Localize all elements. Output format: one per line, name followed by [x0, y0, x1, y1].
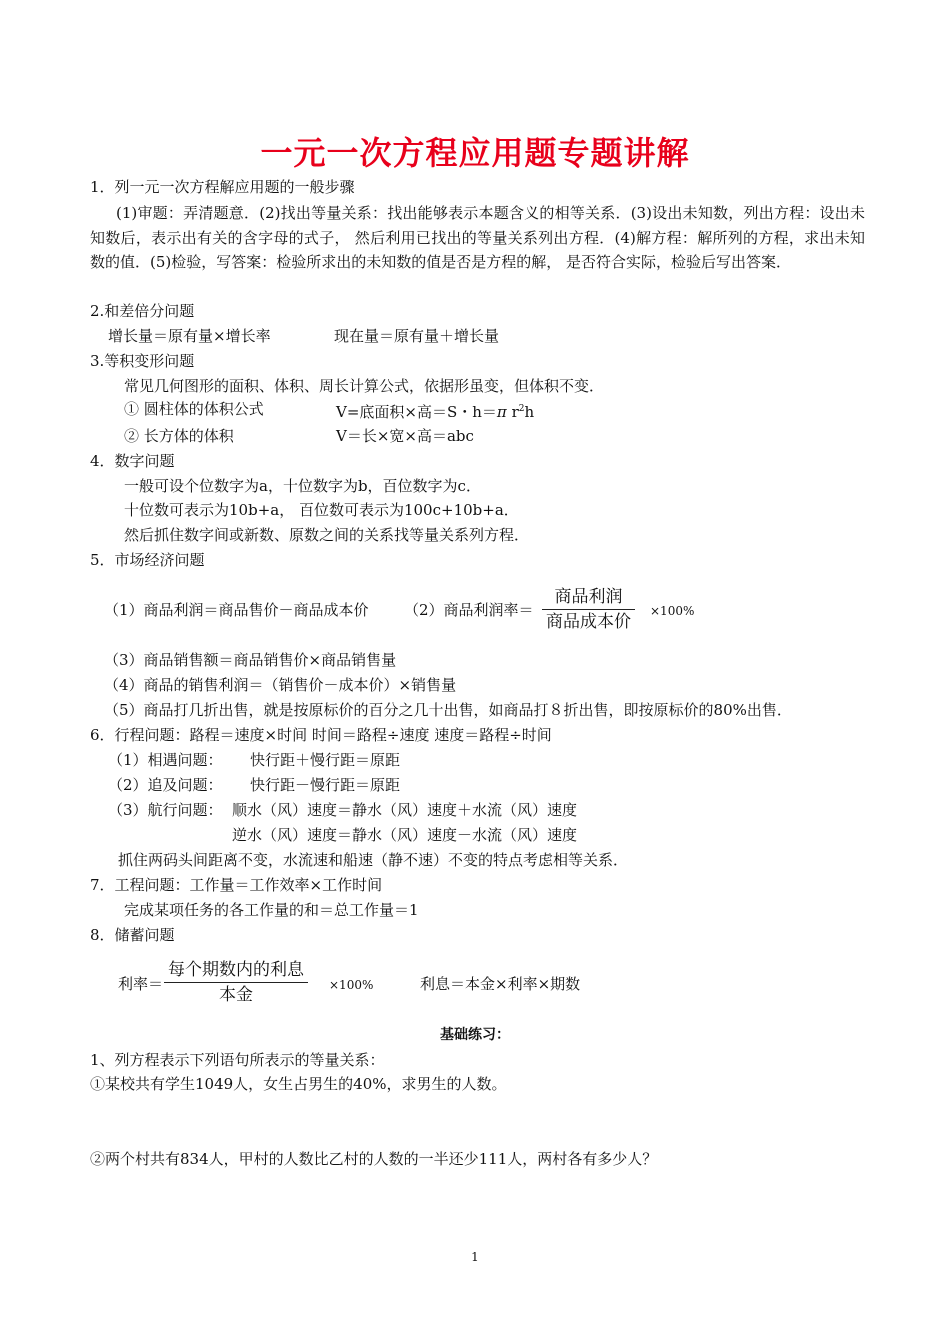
interest-rate-percent: ×100%: [329, 978, 374, 992]
discount-rule: （5）商品打几折出售，就是按原标价的百分之几十出售，如商品打８折出售，即按原标价的80%出售．: [104, 701, 792, 719]
radius-symbol: r: [511, 403, 519, 421]
question-2: ②两个村共有834人，甲村的人数比乙村的人数的一半还少111人，两村各有多少人？: [90, 1150, 658, 1168]
sales-profit-formula: （4）商品的销售利润＝（销售价－成本价）×销售量: [104, 676, 457, 694]
section-6-heading: 6．行程问题：路程＝速度×时间 时间＝路程÷速度 速度＝路程÷时间: [90, 726, 552, 744]
section-8-heading: 8．储蓄问题: [90, 926, 175, 944]
section-1-body: (1)审题：弄清题意．(2)找出等量关系：找出能够表示本题含义的相等关系．(3)设出未知数，列出方程：设出未知数后，表示出有关的含字母的式子， 然后利用已找出的等量关系列出方程．(4)解方程：解所列的方程，求出未知数的值．(5)检验，写答案：检验所求出的未知数的值是否是方程的解， 是否符合实际，检验后写出答案．: [90, 204, 865, 271]
downstream-formula: 顺水（风）速度＝静水（风）速度＋水流（风）速度: [232, 801, 578, 819]
profit-rate-fraction: [542, 585, 635, 634]
page-number: 1: [471, 1250, 479, 1264]
interest-formula: 利息＝本金×利率×期数: [420, 975, 581, 993]
cuboid-formula: V＝长×宽×高＝abc: [336, 427, 474, 445]
cylinder-formula-text: V=底面积×高＝S・h＝: [336, 403, 497, 421]
section-7-heading: 7．工程问题：工作量＝工作效率×工作时间: [90, 876, 383, 894]
pi-symbol: π: [496, 403, 507, 421]
growth-formula-1: 增长量＝原有量×增长率: [108, 327, 271, 345]
interest-rate-fraction: [164, 958, 308, 1007]
question-1: ①某校共有学生1049人，女生占男生的40%，求男生的人数。: [90, 1075, 507, 1093]
page-title: 一元一次方程应用题专题讲解: [260, 134, 690, 172]
practice-intro: 1、列方程表示下列语句所表示的等量关系：: [90, 1051, 385, 1069]
travel-note: 抓住两码头间距离不变，水流速和船速（静不速）不变的特点考虑相等关系．: [118, 851, 629, 869]
chase-formula: 快行距－慢行距＝原距: [250, 776, 401, 794]
section-3-heading: 3.等积变形问题: [90, 352, 195, 370]
square-exponent: 2: [518, 404, 525, 414]
growth-formula-2: 现在量＝原有量＋增长量: [334, 327, 500, 345]
meeting-label: （1）相遇问题：: [108, 751, 223, 769]
chase-label: （2）追及问题：: [108, 776, 223, 794]
section-4-heading: 4．数字问题: [90, 452, 175, 470]
section-5-heading: 5．市场经济问题: [90, 551, 205, 569]
profit-rate-numerator: 商品利润: [554, 587, 623, 607]
profit-rate-denominator: 商品成本价: [546, 612, 631, 632]
section-2-heading: 2.和差倍分问题: [90, 302, 195, 320]
interest-rate-denominator: 本金: [219, 985, 253, 1005]
digit-line-3: 然后抓住数字间或新数、原数之间的关系找等量关系列方程．: [124, 526, 530, 544]
interest-rate-numerator: 每个期数内的利息: [168, 960, 304, 980]
meeting-formula: 快行距＋慢行距＝原距: [250, 751, 401, 769]
section-1-heading: 1．列一元一次方程解应用题的一般步骤: [90, 178, 355, 196]
profit-rate-percent: ×100%: [650, 604, 695, 618]
work-total-formula: 完成某项任务的各工作量的和＝总工作量＝1: [124, 901, 419, 919]
upstream-formula: 逆水（风）速度＝静水（风）速度－水流（风）速度: [232, 826, 578, 844]
profit-formula: （1）商品利润＝商品售价－商品成本价: [104, 601, 369, 619]
sailing-label: （3）航行问题：: [108, 801, 223, 819]
section-3-intro: 常见几何图形的面积、体积、周长计算公式，依据形虽变，但体积不变．: [124, 377, 605, 395]
height-symbol: h: [524, 403, 535, 421]
interest-rate-label: 利率＝: [118, 975, 164, 993]
cuboid-label: ② 长方体的体积: [124, 427, 234, 445]
sales-amount-formula: （3）商品销售额＝商品销售价×商品销售量: [104, 651, 397, 669]
digit-line-2: 十位数可表示为10b+a， 百位数可表示为100c+10b+a．: [124, 501, 519, 519]
profit-rate-label: （2）商品利润率＝: [404, 601, 534, 619]
cylinder-label: ① 圆柱体的体积公式: [124, 400, 264, 418]
cylinder-formula: [336, 399, 534, 422]
practice-heading: 基础练习：: [440, 1027, 510, 1043]
digit-line-1: 一般可设个位数字为a，十位数字为b，百位数字为c．: [124, 477, 481, 495]
